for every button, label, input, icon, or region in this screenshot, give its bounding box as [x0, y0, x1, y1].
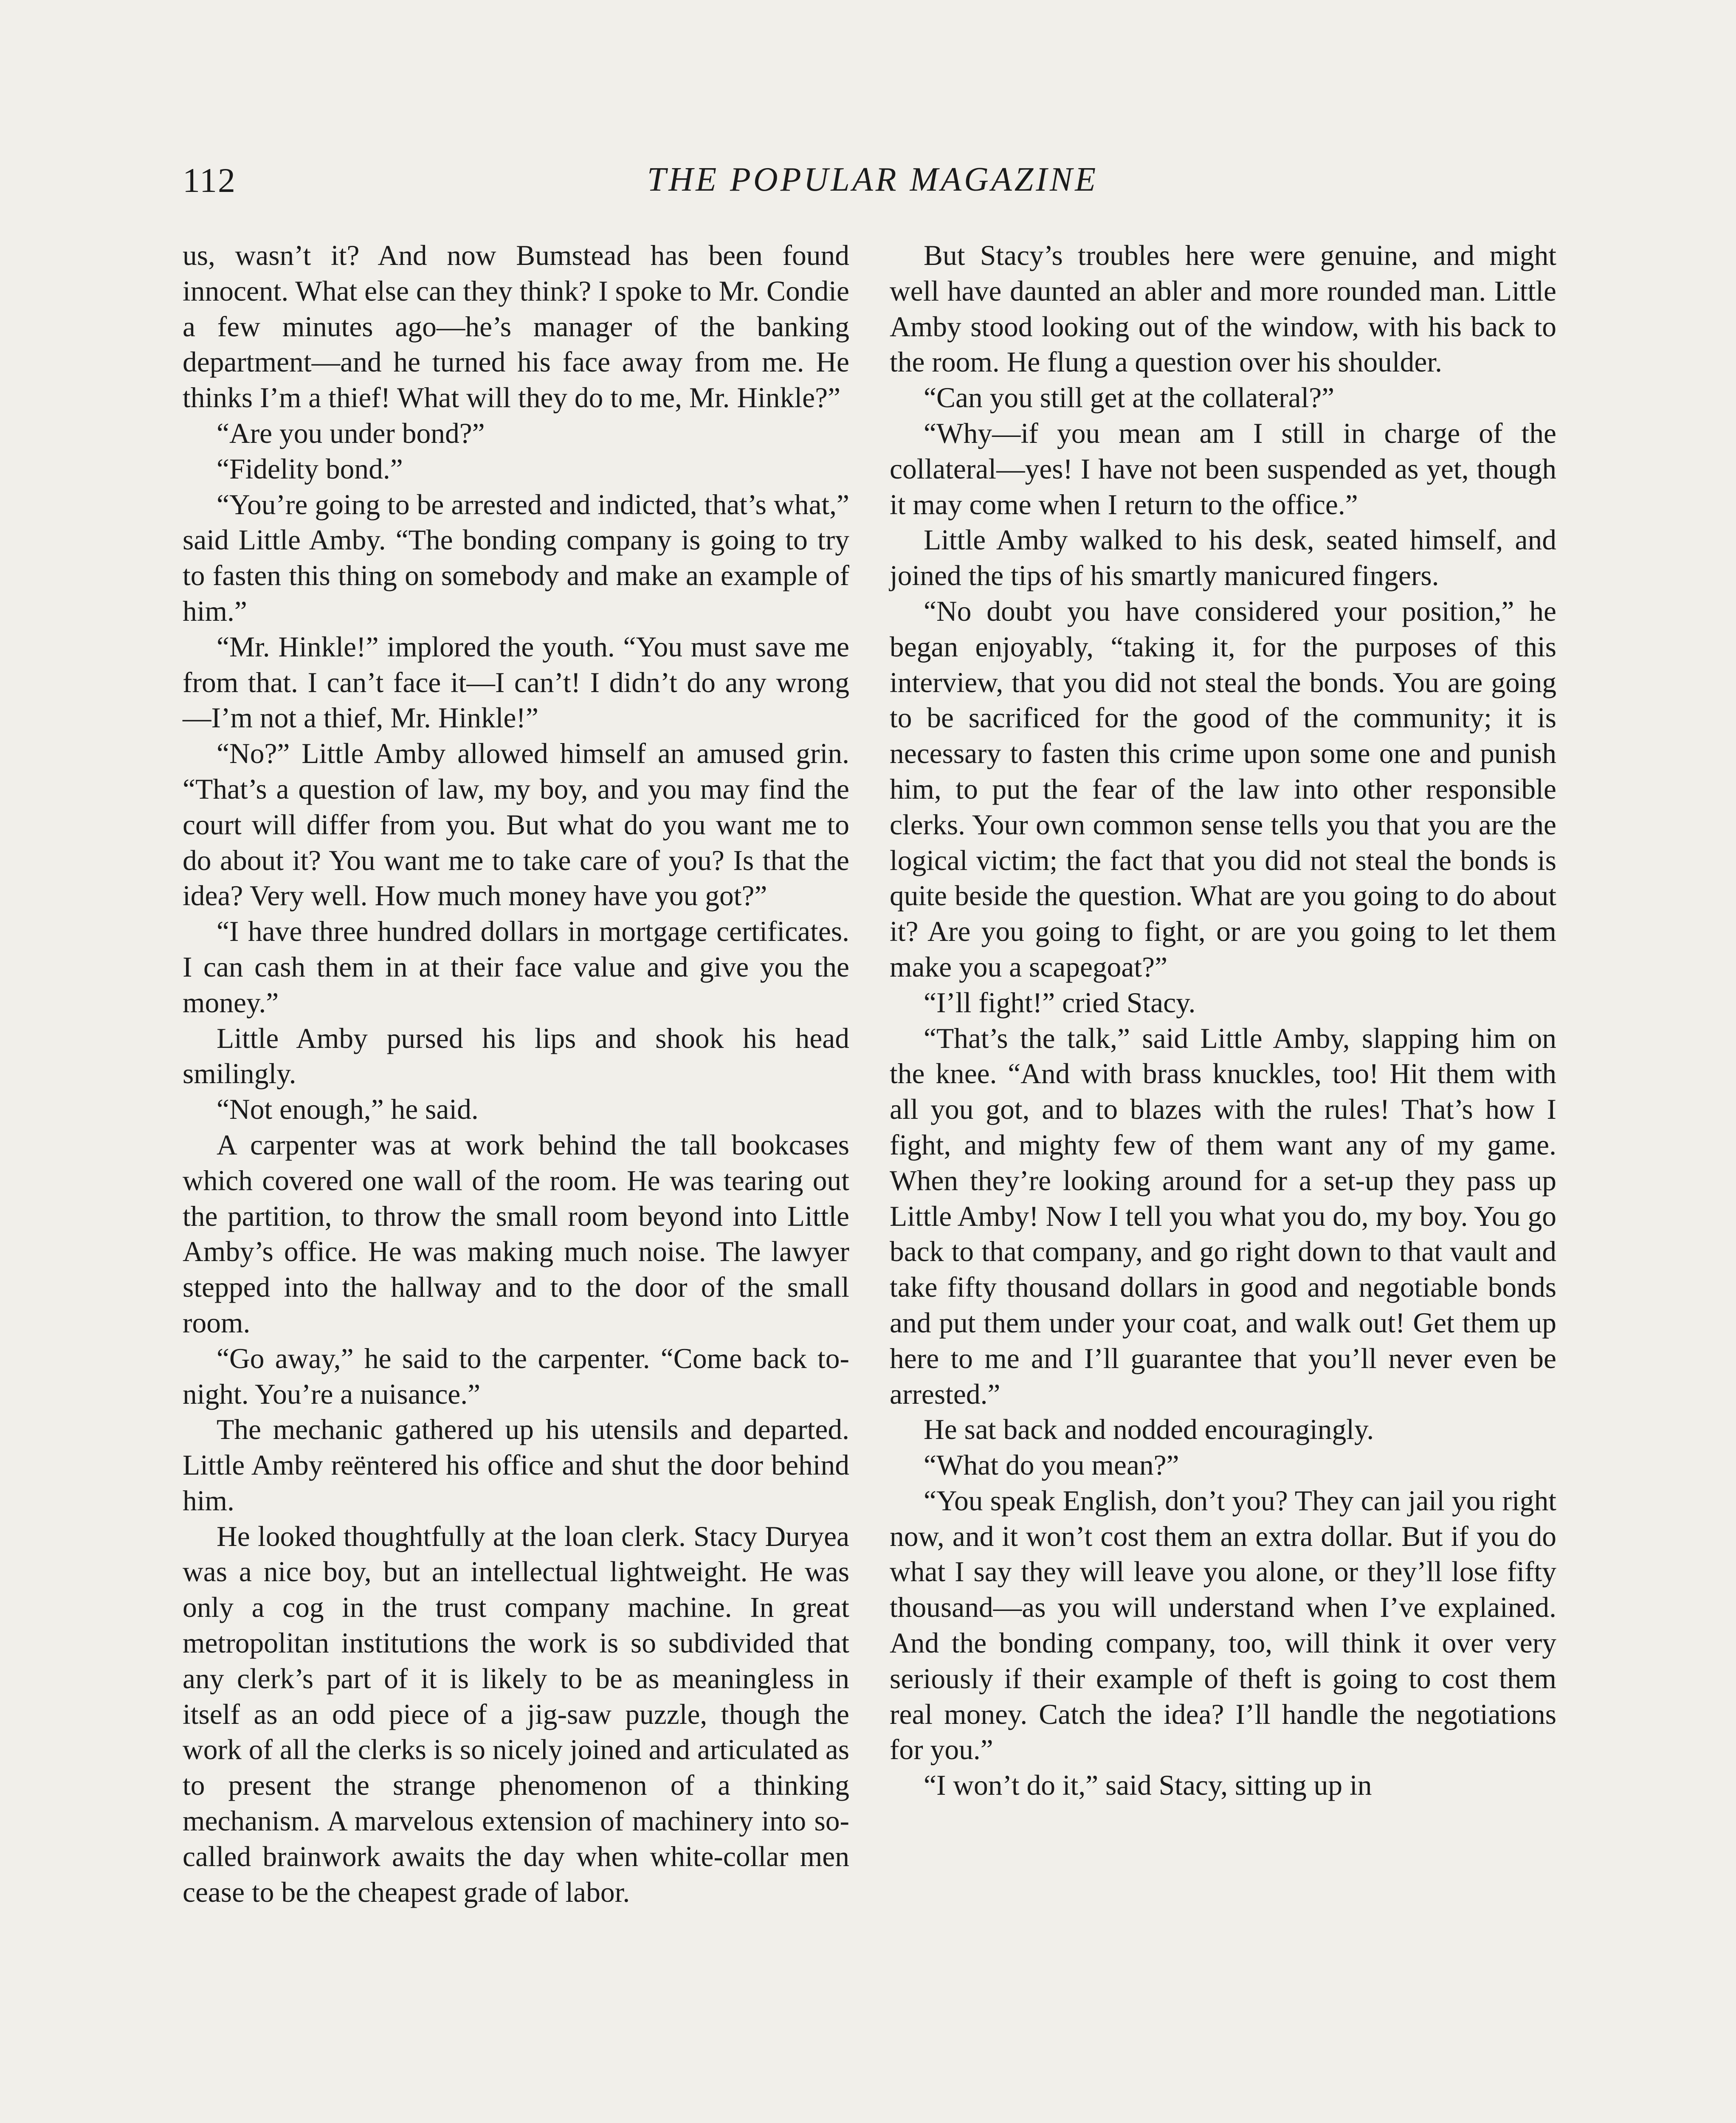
page-header — [183, 160, 1563, 216]
paragraph: “I have three hundred dollars in mortgage certificates. I can cash them in at their face value and give you the money.” — [183, 915, 849, 1019]
paragraph: A carpenter was at work behind the tall bookcases which covered one wall of the room. He was tearing out the partition, to throw the small room beyond into Little Amby’s office. He was making much noise. The lawyer stepped into the hallway and to the door of the small room. — [183, 1129, 849, 1339]
paragraph: “That’s the talk,” said Little Amby, slapping him on the knee. “And with brass knuckles, too! Hit them with all you got, and to blazes with the rules! That’s how I fight, and mighty few of them want any of my game. When they’re looking around for a set-up they pass up Little Amby! Now I tell you what you do, my boy. You go back to that company, and go right down to that vault and take fifty thousand dollars in good and negotiable bonds and put them under your coat, and walk out! Get them up here to me and I’ll guarantee that you’ll never even be arrested.” — [890, 1022, 1556, 1410]
paragraph: He looked thoughtfully at the loan clerk. Stacy Duryea was a nice boy, but an intellectual lightweight. He was only a cog in the trust company machine. In great metropolitan institutions the work is so subdivided that any clerk’s part of it is likely to be as meaningless in itself as an odd piece of a jig-saw puzzle, though the work of all the clerks is so nicely joined and articulated as to present the strange phenomenon of a thinking mechanism. A marvelous extension of machinery into so-called brainwork awaits the day when white-collar men cease to be the cheapest grade of labor. — [183, 1520, 849, 1908]
right-column — [890, 238, 1556, 1803]
paragraph: “What do you mean?” — [924, 1449, 1179, 1481]
paragraph: “No doubt you have considered your position,” he began enjoyably, “taking it, for the purposes of this interview, that you did not steal the bonds. You are going to be sacrificed for the good of the community; it is necessary to fasten this crime upon some one and punish him, to put the fear of the law into other responsible clerks. Your own common sense tells you that you are the logical victim; the fact that you did not steal the bonds is quite beside the question. What are you going to do about it? Are you going to fight, or are you going to let them make you a scapegoat?” — [890, 595, 1556, 983]
paragraph: us, wasn’t it? And now Bumstead has been found innocent. What else can they think? I spoke to Mr. Condie a few minutes ago—he’s manager of the banking department—and he turned his face away from me. He thinks I’m a thief! What will they do to me, Mr. Hinkle?” — [183, 239, 849, 414]
left-column — [183, 238, 849, 1910]
paragraph: “Why—if you mean am I still in charge of the collateral—yes! I have not been suspended as yet, though it may come when I return to the office.” — [890, 417, 1556, 521]
paragraph: Little Amby walked to his desk, seated himself, and joined the tips of his smartly manicured fingers. — [890, 524, 1556, 592]
paragraph: “Can you still get at the collateral?” — [924, 382, 1335, 414]
paragraph: “Not enough,” he said. — [217, 1093, 479, 1126]
running-title: THE POPULAR MAGAZINE — [647, 161, 1099, 198]
paragraph: “You’re going to be arrested and indicted, that’s what,” said Little Amby. “The bonding company is going to try to fasten this thing on somebody and make an example of him.” — [183, 488, 849, 627]
paragraph: He sat back and nodded encouragingly. — [924, 1413, 1374, 1446]
paragraph: “Mr. Hinkle!” implored the youth. “You must save me from that. I can’t face it—I can’t! I didn’t do any wrong—I’m not a thief, Mr. Hinkle!” — [183, 631, 849, 734]
page-number: 112 — [183, 161, 236, 200]
paragraph: The mechanic gathered up his utensils and departed. Little Amby reëntered his office and shut the door behind him. — [183, 1413, 849, 1517]
paragraph: “I won’t do it,” said Stacy, sitting up in — [924, 1769, 1372, 1802]
paragraph: But Stacy’s troubles here were genuine, and might well have daunted an abler and more rounded man. Little Amby stood looking out of the window, with his back to the room. He flung a question over his shoulder. — [890, 239, 1556, 378]
paragraph: “Fidelity bond.” — [217, 453, 403, 485]
paragraph: “Are you under bond?” — [217, 417, 485, 449]
paragraph: “I’ll fight!” cried Stacy. — [924, 986, 1196, 1019]
paragraph: Little Amby pursed his lips and shook his head smilingly. — [183, 1022, 849, 1090]
paragraph: “Go away,” he said to the carpenter. “Come back to-night. You’re a nuisance.” — [183, 1342, 849, 1410]
paragraph: “No?” Little Amby allowed himself an amused grin. “That’s a question of law, my boy, and you may find the court will differ from you. But what do you want me to do about it? You want me to take care of you? Is that the idea? Very well. How much money have you got?” — [183, 738, 849, 912]
paragraph: “You speak English, don’t you? They can jail you right now, and it won’t cost them an extra dollar. But if you do what I say they will leave you alone, or they’ll lose fifty thousand—as you will understand when I’ve explained. And the bonding company, too, will think it over very seriously if their example of theft is going to cost them real money. Catch the idea? I’ll handle the negotiations for you.” — [890, 1484, 1556, 1766]
